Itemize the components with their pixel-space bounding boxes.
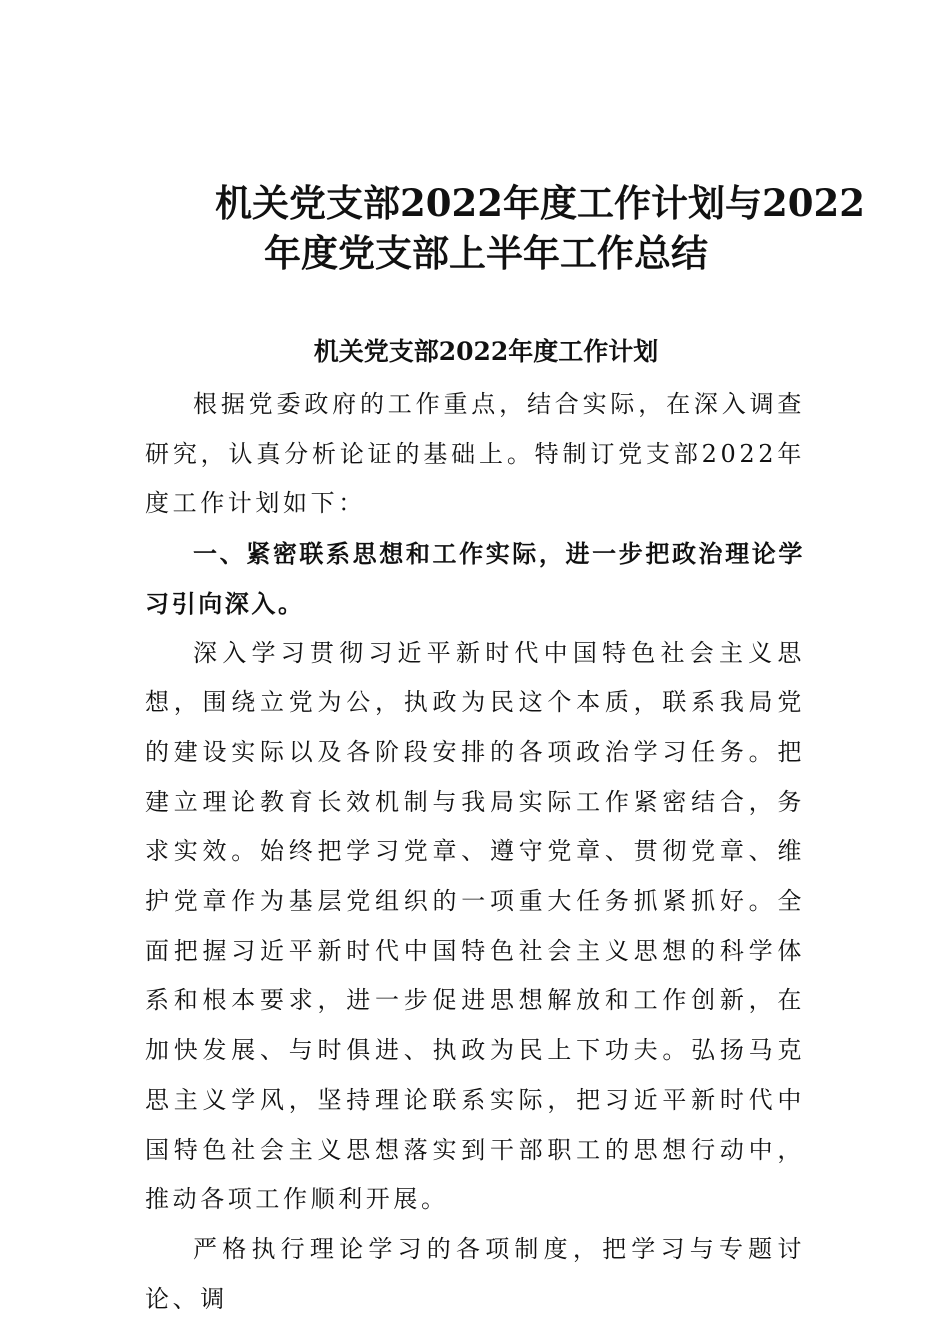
- paragraph-study: 深入学习贯彻习近平新时代中国特色社会主义思想，围绕立党为公，执政为民这个本质，联系我局党的建设实际以及各阶段安排的各项政治学习任务。把建立理论教育长效机制与我局实际工作紧密结合，务求实效。始终把学习党章、遵守党章、贯彻党章、维护党章作为基层党组织的一项重大任务抓紧抓好。全面把握习近平新时代中国特色社会主义思想的科学体系和根本要求，进一步促进思想解放和工作创新，在加快发展、与时俱进、执政为民上下功夫。弘扬马克思主义学风，坚持理论联系实际，把习近平新时代中国特色社会主义思想落实到干部职工的思想行动中，推动各项工作顺利开展。: [145, 638, 805, 1214]
- paragraph-system: 严格执行理论学习的各项制度，把学习与专题讨论、调: [145, 1234, 805, 1313]
- section-heading-1: 一、紧密联系思想和工作实际，进一步把政治理论学习引向深入。: [145, 539, 805, 618]
- document-title-line-2: 年度党支部上半年工作总结: [264, 231, 708, 275]
- document-title-line-1: 机关党支部2022年度工作计划与2022: [215, 181, 865, 225]
- document-body: [145, 380, 805, 1324]
- paragraph-intro: 根据党委政府的工作重点，结合实际，在深入调查研究，认真分析论证的基础上。特制订党支部2022年度工作计划如下：: [145, 390, 805, 518]
- section-subtitle: 机关党支部2022年度工作计划: [313, 337, 659, 366]
